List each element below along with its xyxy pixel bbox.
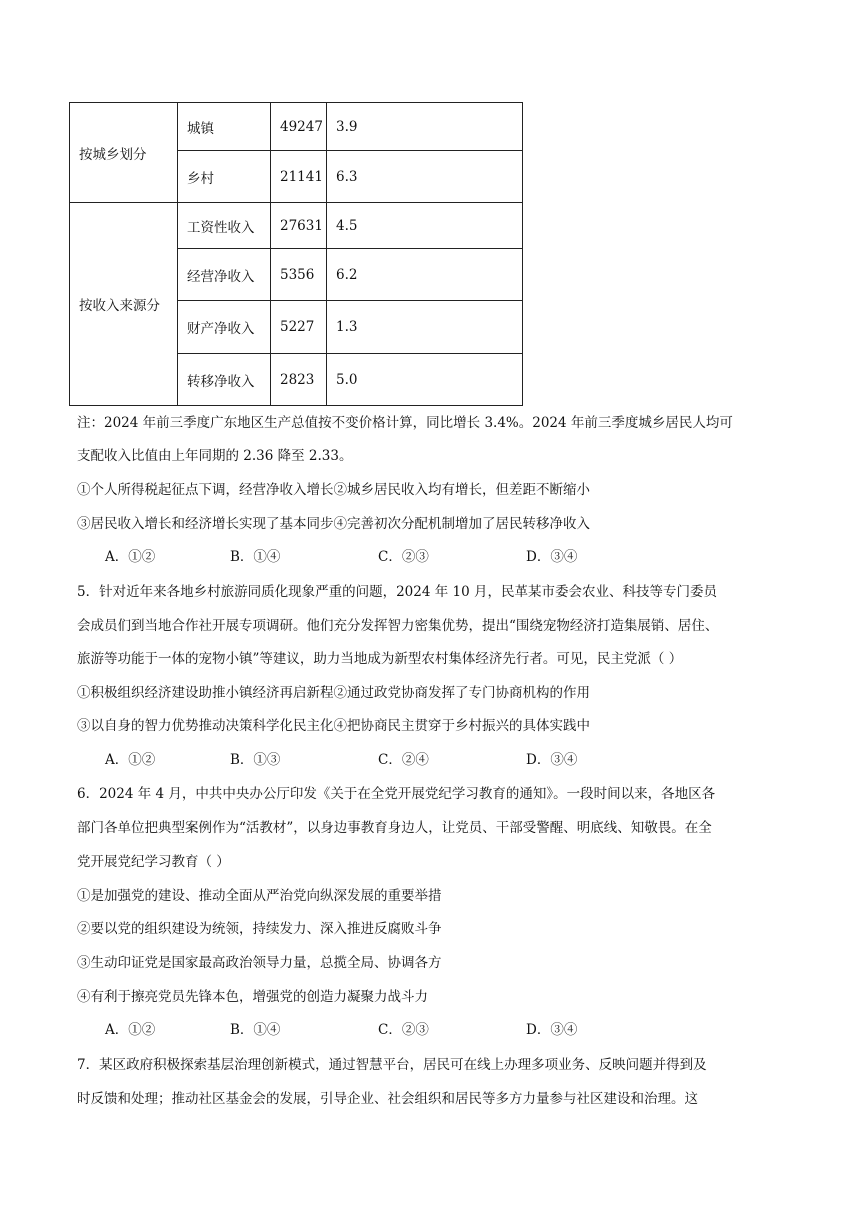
row-amount: 49247	[271, 103, 327, 151]
row-name: 城镇	[178, 103, 271, 151]
income-table	[69, 102, 523, 406]
q4-statements-line-1: ①个人所得税起征点下调，经营净收入增长②城乡居民收入均有增长，但差距不断缩小	[77, 482, 590, 498]
q6-stem-line-2: 部门各单位把典型案例作为“活教材”，以身边事教育身边人，让党员、干部受警醒、明底线、知敬畏。在全	[77, 820, 712, 836]
option-d[interactable]: D．③④	[526, 549, 578, 565]
row-amount: 2823	[271, 354, 327, 406]
table-row	[70, 103, 523, 151]
table-note-line-1: 注：2024 年前三季度广东地区生产总值按不变价格计算，同比增长 3.4%。2024 年前三季度城乡居民人均可	[77, 415, 733, 431]
row-name: 财产净收入	[178, 301, 271, 354]
row-name: 转移净收入	[178, 354, 271, 406]
option-b[interactable]: B．①④	[230, 549, 281, 565]
option-a[interactable]: A．①②	[105, 752, 156, 768]
q6-statement-1: ①是加强党的建设、推动全面从严治党向纵深发展的重要举措	[77, 888, 442, 904]
option-c[interactable]: C．②③	[378, 1022, 429, 1038]
q6-stem-line-3: 党开展党纪学习教育（ ）	[77, 854, 230, 870]
q4-statements-line-2: ③居民收入增长和经济增长实现了基本同步④完善初次分配机制增加了居民转移净收入	[77, 516, 590, 532]
row-growth: 1.3	[327, 301, 523, 354]
option-a[interactable]: A．①②	[105, 549, 156, 565]
row-growth: 3.9	[327, 103, 523, 151]
q5-stem-line-2: 会成员们到当地合作社开展专项调研。他们充分发挥智力密集优势，提出“围绕宠物经济打造集展销、居住、	[77, 618, 719, 634]
q5-statements-line-2: ③以自身的智力优势推动决策科学化民主化④把协商民主贯穿于乡村振兴的具体实践中	[77, 718, 590, 734]
q5-stem-line-3: 旅游等功能于一体的宠物小镇”等建议，助力当地成为新型农村集体经济先行者。可见，民主党派（ ）	[77, 651, 683, 667]
row-amount: 5356	[271, 249, 327, 301]
row-growth: 6.2	[327, 249, 523, 301]
q7-stem-line-1: 7．某区政府积极探索基层治理创新模式，通过智慧平台，居民可在线上办理多项业务、反映问题并得到及	[77, 1057, 707, 1073]
row-amount: 21141	[271, 151, 327, 203]
table-note-line-2: 支配收入比值由上年同期的 2.36 降至 2.33。	[77, 448, 353, 464]
option-d[interactable]: D．③④	[526, 752, 578, 768]
q6-statement-4: ④有利于擦亮党员先锋本色，增强党的创造力凝聚力战斗力	[77, 989, 428, 1005]
group-label-urban-rural: 按城乡划分	[70, 103, 178, 203]
row-name: 经营净收入	[178, 249, 271, 301]
q6-stem-line-1: 6．2024 年 4 月，中共中央办公厅印发《关于在全党开展党纪学习教育的通知》。一段时间以来，各地区各	[77, 786, 716, 802]
row-growth: 5.0	[327, 354, 523, 406]
q6-statement-2: ②要以党的组织建设为统领，持续发力、深入推进反腐败斗争	[77, 921, 442, 937]
q7-stem-line-2: 时反馈和处理；推动社区基金会的发展，引导企业、社会组织和居民等多方力量参与社区建设和治理。这	[77, 1091, 698, 1107]
row-name: 工资性收入	[178, 203, 271, 249]
q5-statements-line-1: ①积极组织经济建设助推小镇经济再启新程②通过政党协商发挥了专门协商机构的作用	[77, 685, 590, 701]
option-c[interactable]: C．②④	[378, 752, 429, 768]
row-amount: 27631	[271, 203, 327, 249]
row-name: 乡村	[178, 151, 271, 203]
row-growth: 6.3	[327, 151, 523, 203]
option-a[interactable]: A．①②	[105, 1022, 156, 1038]
option-c[interactable]: C．②③	[378, 549, 429, 565]
row-amount: 5227	[271, 301, 327, 354]
group-label-income-source: 按收入来源分	[70, 203, 178, 406]
q5-stem-line-1: 5．针对近年来各地乡村旅游同质化现象严重的问题，2024 年 10 月，民革某市委会农业、科技等专门委员	[77, 584, 717, 600]
option-b[interactable]: B．①③	[230, 752, 281, 768]
q6-statement-3: ③生动印证党是国家最高政治领导力量，总揽全局、协调各方	[77, 955, 442, 971]
row-growth: 4.5	[327, 203, 523, 249]
option-b[interactable]: B．①④	[230, 1022, 281, 1038]
option-d[interactable]: D．③④	[526, 1022, 578, 1038]
table-row	[70, 203, 523, 249]
